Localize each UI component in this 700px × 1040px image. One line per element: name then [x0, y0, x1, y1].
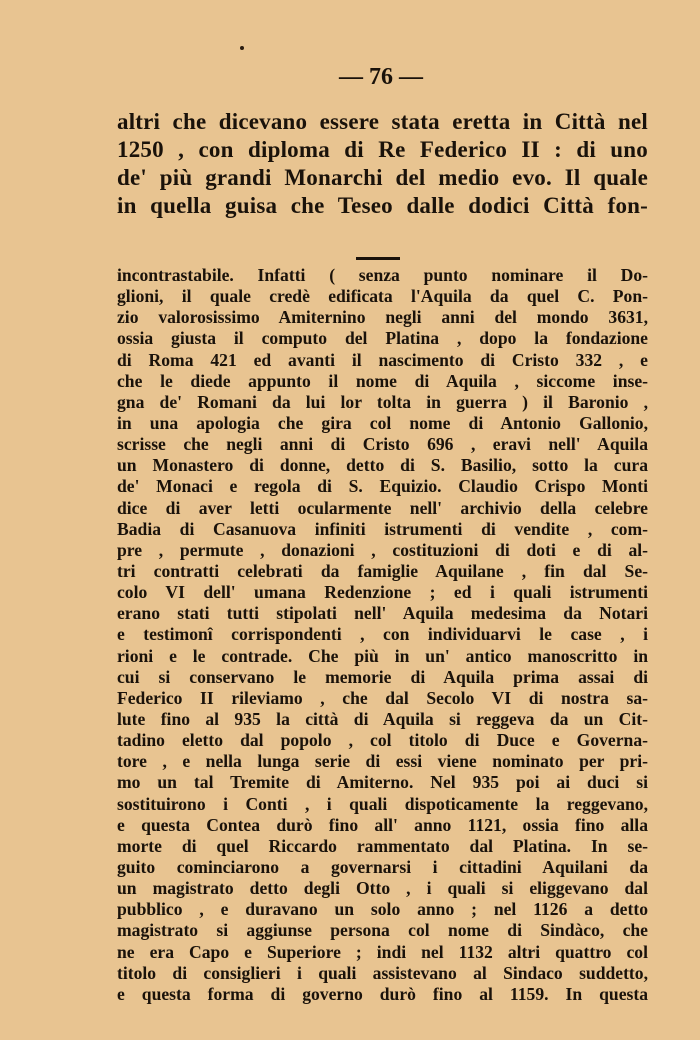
footnote-line: un Monastero di donne, detto di S. Basilio, sotto la cura: [117, 455, 648, 476]
footnote-separator: [356, 257, 400, 260]
footnote-line: de' Monaci e regola di S. Equizio. Claudio Crispo Monti: [117, 476, 648, 497]
footnote-line: dice di aver letti ocularmente nell' archivio della celebre: [117, 497, 648, 518]
footnote-line: scrisse che negli anni di Cristo 696 , eravi nell' Aquila: [117, 434, 648, 455]
footnote-line: sostituirono i Conti , i quali dispoticamente la reggevano,: [117, 793, 648, 814]
ink-speck: [240, 46, 244, 50]
footnote-line: lute fino al 935 la città di Aquila si reggeva da un Cit-: [117, 708, 648, 729]
footnote-line: incontrastabile. Infatti ( senza punto nominare il Do-: [117, 265, 648, 285]
footnote-line: in una apologia che gira col nome di Antonio Gallonio,: [117, 412, 648, 433]
footnote-line: gna de' Romani da lui lor tolta in guerra ) il Baronio ,: [117, 391, 648, 412]
footnote-line: tadino eletto dal popolo , col titolo di Duce e Governa-: [117, 730, 648, 751]
footnote-line: tri contratti celebrati da famiglie Aquilane , fin dal Se-: [117, 560, 648, 581]
footnote-line: ossia giusta il computo del Platina , dopo la fondazione: [117, 328, 648, 349]
footnote-line: pre , permute , donazioni , costituzioni di doti e di al-: [117, 539, 648, 560]
footnote-line: zio valorosissimo Amiternino negli anni del mondo 3631,: [117, 307, 648, 328]
footnote-line: tore , e nella lunga serie di essi viene nominato per pri-: [117, 751, 648, 772]
footnote-line: glioni, il quale credè edificata l'Aquila da quel C. Pon-: [117, 286, 648, 307]
footnote-line: colo VI dell' umana Redenzione ; ed i quali istrumenti: [117, 582, 648, 603]
footnote-line: e testimonî corrispondenti , con individuarvi le case , i: [117, 624, 648, 645]
footnote-line: Federico II rileviamo , che dal Secolo VI di nostra sa-: [117, 687, 648, 708]
main-text-line: de' più grandi Monarchi del medio evo. Il quale: [117, 165, 648, 190]
footnote-line: e questa Contea durò fino all' anno 1121, ossia fino alla: [117, 814, 648, 835]
footnote-line: morte di quel Riccardo rammentato dal Platina. In se-: [117, 835, 648, 856]
footnote-line: e questa forma di governo durò fino al 1159. In questa: [117, 983, 648, 1004]
footnote-line: che le diede appunto il nome di Aquila , siccome inse-: [117, 370, 648, 391]
footnote-line: erano stati tutti stipolati nell' Aquila medesima da Notari: [117, 603, 648, 624]
footnote-line: rioni e le contrade. Che più in un' antico manoscritto in: [117, 645, 648, 666]
main-text-line: 1250 , con diploma di Re Federico II : di uno: [117, 137, 648, 162]
footnote-line: pubblico , e duravano un solo anno ; nel 1126 a detto: [117, 899, 648, 920]
footnote-text: [117, 265, 648, 1005]
footnote-line: Badia di Casanuova infiniti istrumenti di vendite , com-: [117, 518, 648, 539]
footnote-line: titolo di consiglieri i quali assistevano al Sindaco suddetto,: [117, 962, 648, 983]
footnote-line: un magistrato detto degli Otto , i quali si eliggevano dal: [117, 878, 648, 899]
main-text-line: in quella guisa che Teseo dalle dodici Città fon-: [117, 193, 648, 218]
footnote-line: di Roma 421 ed avanti il nascimento di Cristo 332 , e: [117, 349, 648, 370]
main-text: [117, 108, 648, 220]
footnote-line: mo un tal Tremite di Amiterno. Nel 935 poi ai duci si: [117, 772, 648, 793]
footnote-line: magistrato si aggiunse persona col nome di Sindàco, che: [117, 920, 648, 941]
footnote-line: guito cominciarono a governarsi i cittadini Aquilani da: [117, 856, 648, 877]
page-number: — 76 —: [339, 64, 423, 90]
main-text-line: altri che dicevano essere stata eretta in Città nel: [117, 109, 648, 134]
footnote-line: ne era Capo e Superiore ; indi nel 1132 altri quattro col: [117, 941, 648, 962]
footnote-line: cui si conservano le memorie di Aquila prima assai di: [117, 666, 648, 687]
